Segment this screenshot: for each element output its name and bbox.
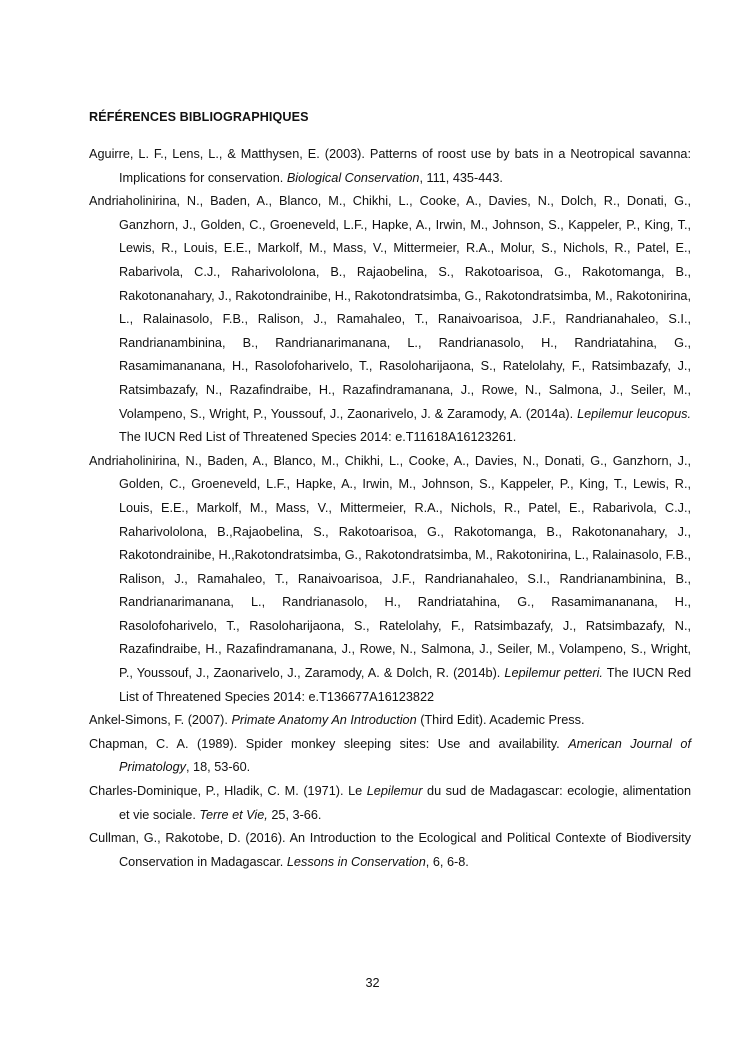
reference-item: Andriaholinirina, N., Baden, A., Blanco, M., Chikhi, L., Cooke, A., Davies, N., Donati, G., Ganzhorn, J., Golden, C., Groeneveld, L.F., Hapke, A., Irwin, M., Johnson, S., Kappeler, P., King, T., Lewis, R., Louis, E.E., Markolf, M., Mass, V., Mittermeier, R.A., Nichols, R., Patel, E., Rabarivola, C.J., Raharivololona, B.,Rajaobelina, S., Rakotoarisoa, G., Rakotomanga, B., Rakotonanahary, J., Rakotondrainibe, H.,Rakotondratsimba, G., Rakotondratsimba, M., Rakotonirina, L., Ralainasolo, F.B., Ralison, J., Ramahaleo, T., Ranaivoarisoa, J.F., Randrianahaleo, S.I., Randrianambinina, B., Randrianarimanana, L., Randrianasolo, H., Randriatahina, G., Rasamimananana, H., Rasolofoharivelo, T., Rasoloharijaona, S., Ratelolahy, F., Ratsimbazafy, J., Ratsimbazafy, N., Razafindraibe, H., Razafindramanana, J., Rowe, N., Salmona, J., Seiler, M., Volampeno, S., Wright, P., Youssouf, J., Zaonarivelo, J., Zaramody, A. & Dolch, R. (2014b). Lepilemur petteri. The IUCN Red List of Threatened Species 2014: e.T136677A16123822 [89, 453, 691, 704]
page-number: 32 [365, 976, 380, 990]
reference-item: Ankel-Simons, F. (2007). Primate Anatomy An Introduction (Third Edit). Academic Press. [89, 713, 585, 728]
reference-item: Aguirre, L. F., Lens, L., & Matthysen, E. (2003). Patterns of roost use by bats in a Neotropical savanna: Implications for conservation. Biological Conservation, 111, 435-443. [89, 147, 691, 185]
reference-item: Chapman, C. A. (1989). Spider monkey sleeping sites: Use and availability. American Journal of Primatology, 18, 53-60. [89, 736, 691, 775]
section-heading: RÉFÉRENCES BIBLIOGRAPHIQUES [89, 110, 309, 124]
reference-item: Charles-Dominique, P., Hladik, C. M. (1971). Le Lepilemur du sud de Madagascar: ecologie, alimentation et vie sociale. Terre et Vie, 25, 3-66. [89, 784, 692, 822]
reference-item: Andriaholinirina, N., Baden, A., Blanco, M., Chikhi, L., Cooke, A., Davies, N., Dolch, R., Donati, G., Ganzhorn, J., Golden, C., Groeneveld, L.F., Hapke, A., Irwin, M., Johnson, S., Kappeler, P., King, T., Lewis, R., Louis, E.E., Markolf, M., Mass, V., Mittermeier, R.A., Molur, S., Nichols, R., Patel, E., Rabarivola, C.J., Raharivololona, B., Rajaobelina, S., Rakotoarisoa, G., Rakotomanga, B., Rakotonanahary, J., Rakotondrainibe, H., Rakotondratsimba, G., Rakotondratsimba, M., Rakotonirina, L., Ralainasolo, F.B., Ralison, J., Ramahaleo, T., Ranaivoarisoa, J.F., Randrianahaleo, S.I., Randrianambinina, B., Randrianarimanana, L., Randrianasolo, H., Randriatahina, G., Rasamimananana, H., Rasolofoharivelo, T., Rasoloharijaona, S., Ratelolahy, F., Ratsimbazafy, J., Ratsimbazafy, N., Razafindraibe, H., Razafindramanana, J., Rowe, N., Salmona, J., Seiler, M., Volampeno, S., Wright, P., Youssouf, J., Zaonarivelo, J. & Zaramody, A. (2014a). Lepilemur leucopus. The IUCN Red List of Threatened Species 2014: e.T11618A16123261. [89, 194, 691, 445]
reference-item: Cullman, G., Rakotobe, D. (2016). An Introduction to the Ecological and Political Contexte of Biodiversity Conservation in Madagascar. Lessons in Conservation, 6, 6-8. [89, 831, 691, 869]
reference-list [89, 143, 691, 874]
